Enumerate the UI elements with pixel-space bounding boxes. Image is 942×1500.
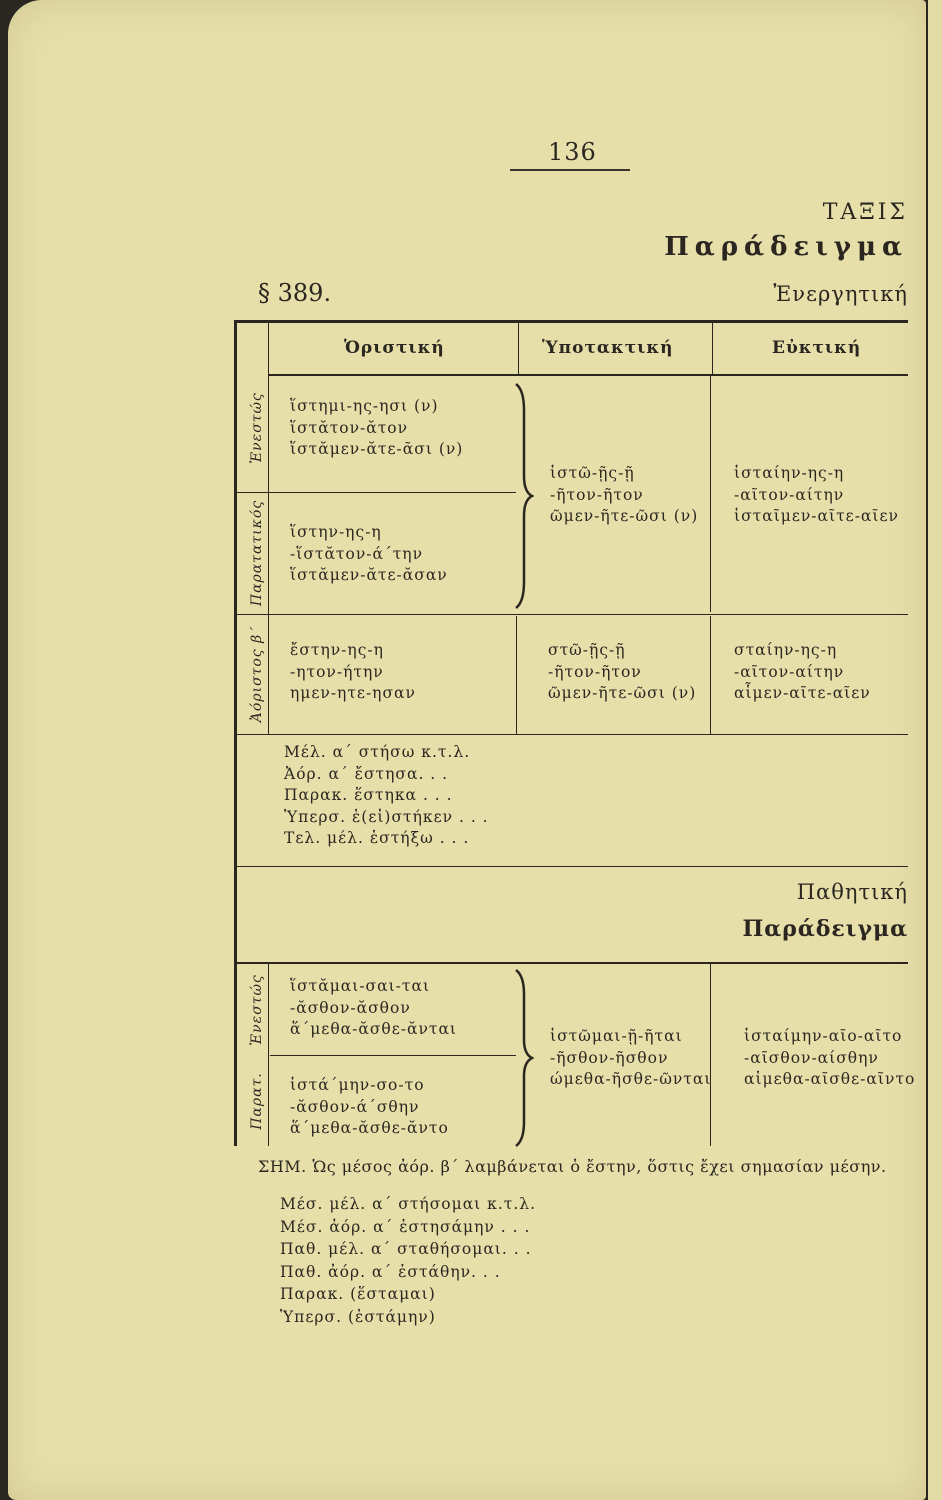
- passive-row-label-paratatikos: Παρατ.: [249, 1072, 265, 1130]
- form-line: ἵστᾰμεν-ᾰτε-ᾰσαν: [290, 566, 448, 584]
- form-line: -ῆτον-ῆτον: [550, 485, 644, 504]
- paratatikos-oristiki: [290, 522, 448, 587]
- note-line: Ὑπερσ. (ἑστάμην): [280, 1307, 436, 1326]
- page-number: 136: [548, 138, 597, 166]
- col-divider-euk-1: [710, 376, 711, 612]
- passive-row-label-divider: [268, 964, 269, 1146]
- col-divider-aor-1: [516, 616, 517, 734]
- form-line: -ᾰσθον-ᾰσθον: [290, 998, 411, 1017]
- form-line: ῶμεν-ῆτε-ῶσι (ν): [550, 507, 699, 525]
- form-line: ἱστῶμαι-ῇ-ῆται: [550, 1027, 683, 1045]
- page-number-rule: [510, 169, 630, 171]
- row-label-aoristos: Ἀόριστος β΄: [249, 625, 265, 723]
- form-line: στῶ-ῇς-ῇ: [548, 641, 626, 659]
- table-top-rule: [234, 320, 908, 323]
- col-header-oristiki: Ὁριστική: [344, 338, 445, 358]
- form-line: αἱμεθα-αῖσθε-αῖντο: [744, 1070, 916, 1088]
- form-line: ῶμεν-ῆτε-ῶσι (ν): [548, 684, 697, 702]
- enestos-ypotaktiki: [550, 463, 698, 528]
- form-line: ώμεθα-ῆσθε-ῶνται: [550, 1070, 712, 1088]
- form-line: ἱσταίην-ης-η: [734, 464, 845, 482]
- note-line: Παθ. μέλ. α΄ σταθήσομαι. . .: [280, 1240, 532, 1258]
- form-line: -αῖτον-αίτην: [734, 485, 845, 504]
- note-lines: [280, 1193, 536, 1328]
- tense-line: Παρακ. ἕστηκα . . .: [284, 786, 453, 804]
- brace-icon: [506, 966, 534, 1150]
- form-line: -αῖτον-αίτην: [734, 662, 845, 681]
- tense-line: Μέλ. α΄ στήσω κ.τ.λ.: [284, 743, 471, 761]
- passive-ypotaktiki: [550, 1026, 711, 1091]
- passive-enestos-paratatikos-rule: [270, 1055, 516, 1056]
- brace-icon: [506, 380, 534, 612]
- aoristos-ypotaktiki: [548, 640, 696, 705]
- section-number: § 389.: [258, 279, 332, 307]
- table-header-rule: [268, 374, 908, 376]
- aoristos-bottom-rule: [236, 734, 908, 735]
- passive-paradeigma-heading: Παράδειγμα: [742, 916, 908, 942]
- form-line: -ᾰσθον-ά΄σθην: [290, 1097, 420, 1116]
- aoristos-top-rule: [236, 614, 908, 615]
- note-line: Παθ. ἀόρ. α΄ ἐστάθην. . .: [280, 1262, 501, 1281]
- col-header-ypotaktiki: Ὑποτακτική: [542, 338, 674, 358]
- form-line: ἵστημι-ης-ησι (ν): [290, 397, 439, 415]
- row-label-enestos: Ἐνεστώς: [249, 392, 265, 464]
- other-tenses: [284, 742, 489, 850]
- passive-enestos-oristiki: [290, 976, 457, 1041]
- form-line: ἵστᾰτον-ᾰτον: [290, 418, 409, 437]
- header-divider-1: [518, 322, 519, 374]
- note-paragraph: ΣΗΜ. Ὡς μέσος ἀόρ. β΄ λαμβάνεται ὁ ἔστην, ὅστις ἔχει σημασίαν μέσην.: [258, 1157, 887, 1176]
- form-line: -ῆτον-ῆτον: [548, 662, 642, 681]
- header-divider-2: [712, 322, 713, 374]
- enestos-paratatikos-rule: [236, 492, 516, 493]
- form-line: ἵστην-ης-η: [290, 523, 382, 541]
- note-line: Μέσ. ἀόρ. α΄ ἐστησάμην . . .: [280, 1217, 531, 1236]
- aoristos-oristiki: [290, 640, 416, 705]
- passive-euktiki: [744, 1026, 915, 1091]
- paradeigma-heading: Παράδειγμα: [664, 232, 908, 262]
- col-divider-aor-2: [710, 616, 711, 734]
- form-line: ἵστᾰμαι-σαι-ται: [290, 977, 431, 995]
- note-line: Μέσ. μέλ. α΄ στήσομαι κ.τ.λ.: [280, 1195, 537, 1213]
- passive-paratatikos-oristiki: [290, 1075, 449, 1140]
- row-label-paratatikos: Παρατατικός: [249, 499, 265, 607]
- tense-line: Ἀόρ. α΄ ἔστησα. . .: [284, 764, 449, 783]
- form-line: ἅ΄μεθα-ᾰσθε-ᾰνται: [290, 1020, 458, 1038]
- form-line: ἱσταῖμεν-αῖτε-αῖεν: [734, 507, 899, 525]
- form-line: ἔστην-ης-η: [290, 641, 384, 659]
- taxis-heading: ΤΑΞΙΣ: [822, 200, 908, 225]
- passive-row-label-enestos: Ἐνεστώς: [249, 974, 265, 1046]
- other-tenses-bottom-rule: [236, 866, 908, 867]
- form-line: -ητον-ήτην: [290, 662, 384, 681]
- voice-passive-heading: Παθητική: [796, 880, 908, 904]
- form-line: -ἵστᾰτον-ά΄την: [290, 544, 424, 563]
- form-line: ἱστά΄μην-σο-το: [290, 1076, 425, 1094]
- tense-line: Ὑπερσ. ἑ(εἱ)στήκεν . . .: [284, 807, 489, 826]
- passive-top-rule: [236, 962, 908, 964]
- form-line: ημεν-ητε-ησαν: [290, 684, 416, 702]
- form-line: -ῆσθον-ῆσθον: [550, 1048, 669, 1067]
- form-line: ἱστῶ-ῇς-ῇ: [550, 464, 635, 482]
- form-line: ἵστᾰμεν-ᾰτε-ᾶσι (ν): [290, 440, 464, 458]
- row-label-divider: [268, 322, 269, 734]
- next-page-edge: [926, 0, 942, 1500]
- form-line: -αῖσθον-αίσθην: [744, 1048, 879, 1067]
- enestos-oristiki: [290, 396, 463, 461]
- aoristos-euktiki: [734, 640, 871, 705]
- note-line: Παρακ. (ἕσταμαι): [280, 1285, 436, 1303]
- tense-line: Τελ. μέλ. ἑστήξω . . .: [284, 829, 470, 847]
- form-line: ἅ΄μεθα-ᾰσθε-ᾰντο: [290, 1119, 449, 1137]
- voice-active-heading: Ἐνεργητική: [773, 282, 908, 306]
- form-line: ἱσταίμην-αῖο-αῖτο: [744, 1027, 903, 1045]
- enestos-euktiki: [734, 463, 899, 528]
- form-line: αἷμεν-αῖτε-αῖεν: [734, 684, 871, 702]
- form-line: σταίην-ης-η: [734, 641, 838, 659]
- table-left-border: [234, 320, 237, 1146]
- col-header-euktiki: Εὐκτική: [772, 338, 862, 358]
